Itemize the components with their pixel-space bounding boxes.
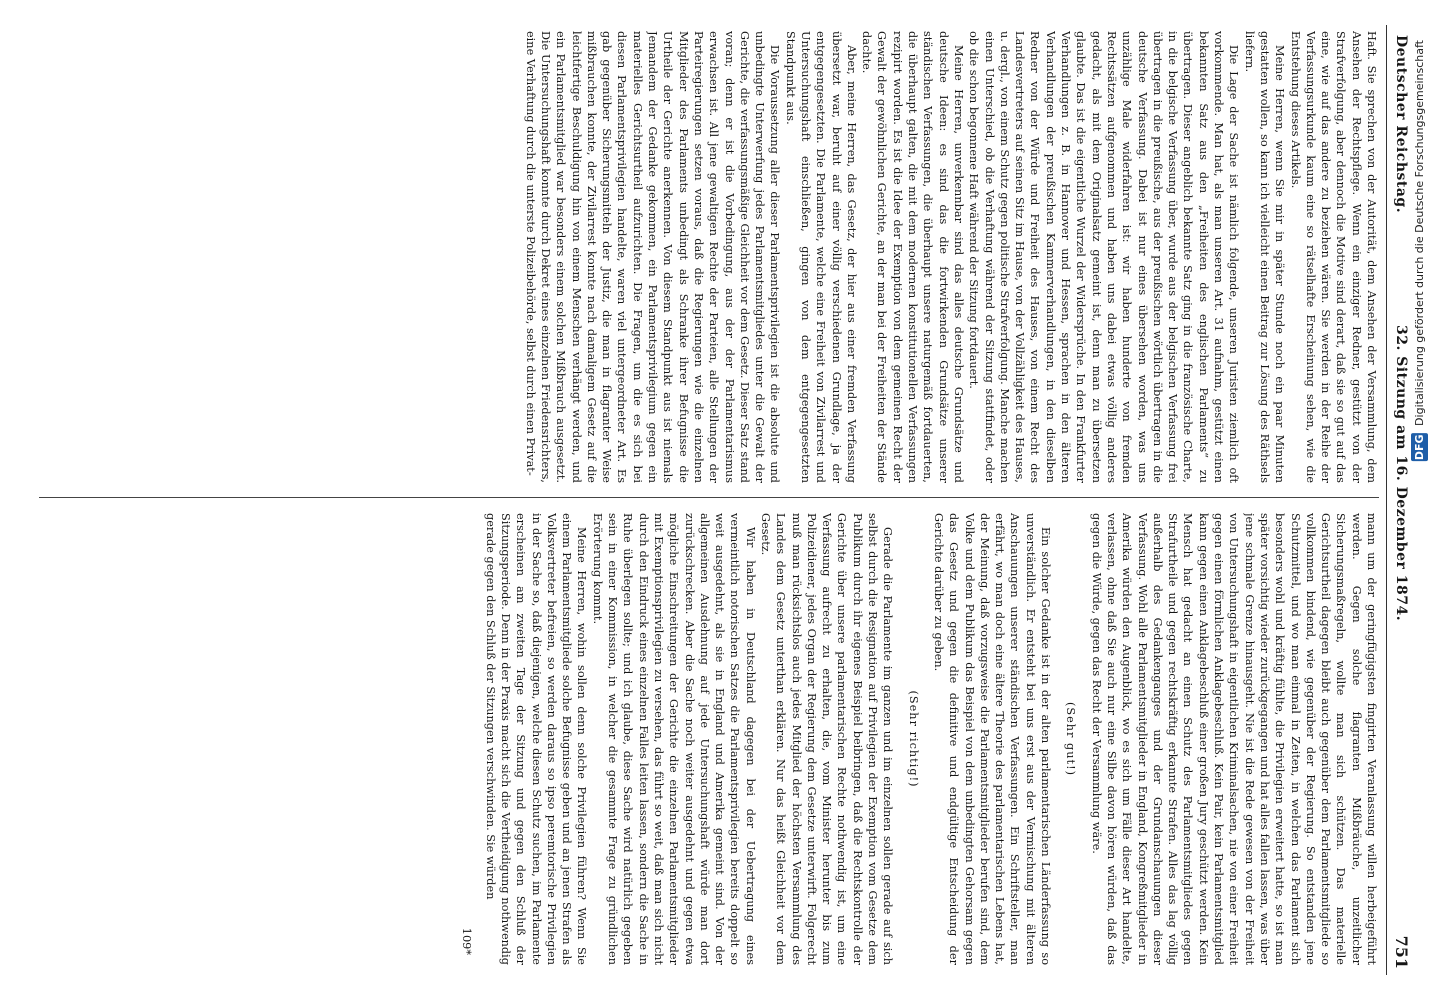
paragraph: Meine Herren, wenn Sie mir in später Stunde noch ein paar Minuten gestatten wollen, so kann ich vielleicht einen Beitrag zur Lösung des Räthsels liefern. — [1242, 31, 1287, 483]
header-rule — [1386, 25, 1387, 975]
paragraph: Die Voraussetzung aller dieser Parlamentsprivilegien ist die absolute und unbedingte Unterwerfung jedes Parlamentsmitgliedes unter die Gewalt der Gerichte, die verfassungsmäßige Gleichheit vor dem Gesetz. Dieser Satz stand voran; denn er ist die Vorbedingung, aus der der Parlamentarismus erwachsen ist. All jene gewaltigen Rechte der Parteien, alle Stellungen der Parteiregierungen setzen voraus, daß die Regierungen wie die einzelnen Mitglieder des Parlaments unbedingt als Schranke ihrer Befugnisse die Urtheile der Gerichte anerkennen. Von diesem Standpunkt aus ist niemals Jemandem der Gedanke gekommen, ein Parlamentsprivilegium gegen ein materielles Gerichtsurtheil aufzurichten. Die Fragen, um die es sich bei diesen Parlamentsprivilegien handelte, waren viel untergeordneter Art. Es gab gegenüber Sicherungsmitteln der Justiz, die man in flagranter Weise mißbrauchen konnte, der Zivilarrest konnte nach damaligem Gesetz auf die leichtfertige Beschuldigung hin von einem Menschen verhängt werden, und ein Parlamentsmitglied war besonders einem solchen Mißbrauch ausgesetzt. Die Untersuchungshaft konnte durch Dekret eines einzelnen Friedensrichters, eine Verhaftung durch die unterste Polizeibehörde, selbst durch einen Privat- — [523, 31, 782, 483]
paragraph: Meine Herren, wohin sollen denn solche Privilegien führen? Wenn Sie einem Parlamentsmitgliede solche Befugnisse geben und an jenen Strafen als Volksvertreter befreien, so werden daraus so ipso peremtorische Privilegien in der Sache so, daß diejenigen, welche diesen Schutz suchen, im Parlamente erscheinen am zweiten Tage der Sitzung und gegen den Schluß der Sitzungsperiode. Denn in der Praxis macht sich die Vertheidigung nothwendig gerade gegen den Schluß der Sitzungen verschwinden. Sie würden — [483, 513, 589, 965]
rotated-document-page — [21, 25, 1411, 975]
page-header — [1387, 25, 1411, 975]
paragraph: Die Lage der Sache ist nämlich folgende, unseren Juristen ziemlich oft vorkommende. Man hat, als man unseren Art. 31 aufnahm, gestützt einen bekannten Satz aus den „Freiheiten des englischen Parlaments“ zu übertragen. Dieser angeblich bekannte Satz ging in die französische Charte, in die belgische Verfassung über, wurde aus der belgischen Verfassung frei übertragen in die preußische, aus der preußischen wörtlich übertragen in die deutsche Verfassung. Dabei ist nur eines übersehen worden, was uns unzählige Male widerfahren ist: wir haben hunderte von fremden Rechtssätzen aufgenommen und haben uns dabei etwas völlig anderes gedacht, als mit dem Originalsatz gemeint ist, denn man zu übersetzen glaubte. Das ist die eigentliche Wurzel der Widersprüche. In den Frankfurter Verhandlungen z. B. in Hannover und Hessen, sprachen in den älteren Verhandlungen der preußischen Kammerverhandlungen, in den dieselben Redner von der Würde und Freiheit des Hauses, von einem Recht des Landesvertreters auf seinen Sitz im Hause, von der Vollzähligkeit des Hauses, u. dergl., von einem Schutz gegen politische Strafverfolgung. Manche machen einen Unterschied, ob die Verhaftung während der Sitzung stattfindet, oder ob die schon begonnene Haft während der Sitzung fortdauert. — [967, 31, 1241, 483]
interjection: (Sehr richtig!) — [906, 690, 920, 788]
left-text-column — [29, 31, 1379, 483]
paragraph: Aber, meine Herren, das Gesetz, der hier aus einer fremden Verfassung übersetzt war, beruht auf einer völlig verschiedenen Grundlage, ja der entgegengesetzten. Die Parlamente, welche eine Freiheit von Zivilarrest und Untersuchungshaft einschließen, gingen von dem entgegengesetzten Standpunkt aus. — [783, 31, 858, 483]
sheet-signature: 109* — [460, 927, 474, 955]
paragraph: Gerade die Parlamente im ganzen und im einzelnen sollen gerade auf sich selbst durch die Resignation auf Privilegien der Exemption vom Gesetze dem Publikum durch ihr eigenes Beispiel beibringen, daß die Rechtskontrolle der Gerichte über unsere parlamentarischen Rechte nothwendig ist, um eine Verfassung aufrecht zu erhalten, die, vom Minister herunter bis zum Polizeidiener, jedes Organ der Regierung dem Gesetze unterwirft. Folgerecht muß man rücksichtslos auch jedes Mitglied der höchsten Versammlung des Landes dem Gesetz unterthan erklären. Nur das heißt Gleichheit vor dem Gesetz. — [759, 513, 895, 965]
credit-text: Digitalisierung gefördert durch die Deutsche Forschungsgemeinschaft — [1413, 40, 1426, 426]
digitization-credit — [1411, 40, 1428, 461]
paragraph: mann um der geringfügigsten fingirten Veranlassung willen herbeigeführt werden. Gegen solche flagranten Mißbräuche, unzeitlicher Sicherungsmaßregeln, wollte man sich schützen. Das materielle Gerichtsurtheil dagegen bleibt auch gegenüber dem Parlamentsmitgliede so vollkommen bindend, wie gegenüber der Regierung. So entstanden jene Schutzmittel, und wo man einmal in Zeiten, in welchen das Parlament sich besonders wohl und kräftig fühlte, die Privilegien erweitert hatte, so ist man später vorsichtig wieder zurückgegangen und hat alles fallen lassen, was über jene schmale Grenze hinausgeht. Nie ist die Rede gewesen von der Freiheit von Untersuchungshaft in eigentlichen Kriminalsachen, nie von einer Freiheit gegen einen förmlichen Anklagebeschluß. Kein Pair, kein Parlamentsmitglied kann gegen einen Anklagebeschluß einer großen Jury geschützt werden. Kein Mensch hat gedacht an einen Schutz des Parlamentsmitgliedes gegen Strafurtheile und gegen rechtskräftig erkannte Strafen. Alles das lag völlig außerhalb des Gedankenganges und der Grundanschauungen dieser Verfassung. Wohl alle Parlamentsmitglieder in England, Kongreßmitglieder in Amerika würden den Augenblick, wo es sich um Fälle dieser Art handelte, verlassen, ohne daß Sie auch nur eine Silbe davon hören würden, daß das gegen die Würde, gegen das Recht der Versammlung wäre. — [1089, 513, 1378, 965]
dfg-badge: DFG — [1413, 434, 1426, 461]
column-divider — [39, 497, 1379, 498]
session-title: 32. Sitzung am 16. Dezember 1874. — [1393, 325, 1409, 622]
interjection: (Sehr gut!) — [1064, 701, 1078, 777]
paragraph: Ein solcher Gedanke ist in der alten parlamentarischen Länderfassung so unverständlich. Er entsteht bei uns erst aus der Vermischung mit älteren Anschauungen unserer ständischen Verfassungen. Ein Schriftsteller, man erfährt, wo man doch eine ältere Theorie des parlamentarischen Lebens hat, der Meinung, daß vorzugsweise die Parlamentsmitglieder berufen sind, dem Volke und dem Publikum das Beispiel von dem unbedingten Gehorsam gegen das Gesetz und gegen die definitive und endgültige Entscheidung der Gerichte darüber zu geben. — [931, 513, 1053, 965]
paragraph: Haft. Sie sprechen von der Autorität, dem Ansehen der Versammlung, dem Ansehen der Rechtspflege. Wenn ein einziger Redner, gestützt von der Strafverfolgung, aber dennoch die Motive sind derart, daß sie so gut auf das eine, wie auf das andere zu beziehen wären. Sie werden in der Reihe der Verfassungsurkunde kaum eine so rätselhafte Erscheinung sehen, wie die Entstehung dieses Artikels. — [1288, 31, 1378, 483]
paragraph: Meine Herren, unverkennbar sind das alles deutsche Grundsätze und deutsche Ideen: es sind das die fortwirkenden Grundsätze unserer ständischen Verfassungen, die überhaupt unsere naturgemäß fortdauerten, die überhaupt galten, die mit dem modernen konstitutionellen Verfassungen rezipirt worden. Es ist die Idee der Exemption von dem gemeinen Recht der Gewalt der gewöhnlichen Gerichte, an der man bei der Freiheiten der Stände dachte. — [860, 31, 965, 483]
right-text-column — [29, 513, 1379, 965]
publication-title: Deutscher Reichstag. — [1393, 35, 1409, 214]
paragraph: Wir haben in Deutschland dagegen bei der Uebertragung eines vermeintlich notorischen Satzes die Parlamentsprivilegien bereits doppelt so weit ausgedehnt, als sie in England und Amerika gemeint sind. Von der allgemeinen Ausdehnung auf jede Untersuchungshaft würde man dort zurückschrecken. Aber die Sache noch weiter ausgedehnt und gegen etwa mögliche Einschreitungen der Gerichte die einzelnen Parlamentsmitglieder mit Exemptionsprivilegien zu versehen, das führt so weit, daß man sich nicht durch den Eindruck eines einzelnen Falles leiten lassen, sondern die Sache in Ruhe überlegen sollte; und ich glaube, diese Sache wird natürlich gegeben sein in einer Kommission, in welcher die gesammte Frage zu gründlichen Erörterung kommt. — [590, 513, 757, 965]
page-number: 751 — [1392, 935, 1411, 969]
